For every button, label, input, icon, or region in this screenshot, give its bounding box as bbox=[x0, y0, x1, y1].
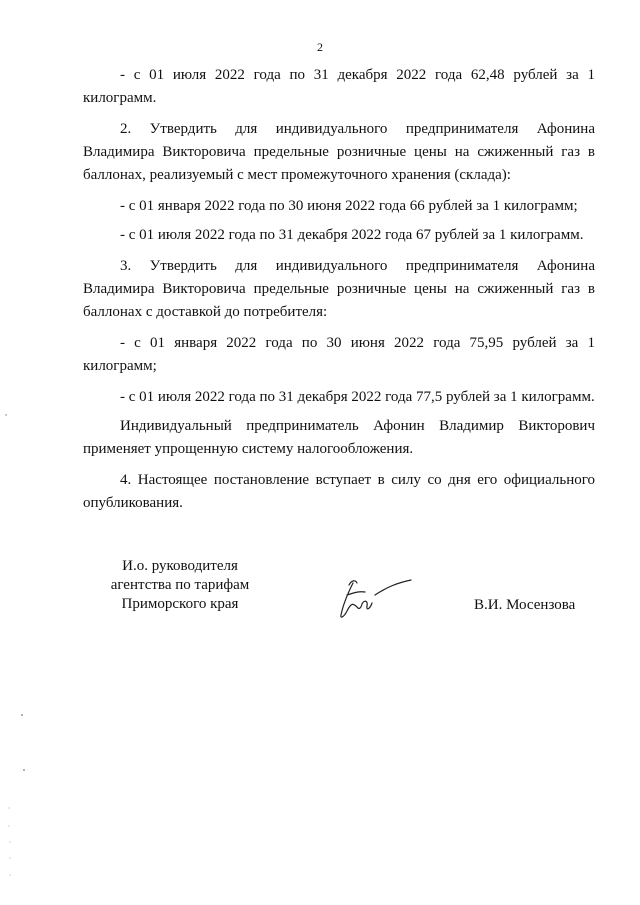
paragraph-item: - с 01 июля 2022 года по 31 декабря 2022 года 62,48 рублей за 1 килограмм. bbox=[83, 67, 595, 106]
signatory-title bbox=[95, 557, 265, 614]
document-body bbox=[83, 64, 595, 523]
scan-artifacts bbox=[0, 0, 30, 905]
page-number: 2 bbox=[317, 40, 323, 54]
signatory-title-line: Приморского края bbox=[121, 596, 239, 612]
signer-name: В.И. Мосензова bbox=[474, 597, 576, 613]
paragraph-item: - с 01 января 2022 года по 30 июня 2022 года 75,95 рублей за 1 килограмм; bbox=[83, 335, 595, 374]
handwritten-signature bbox=[335, 573, 415, 623]
paragraph-item: Индивидуальный предприниматель Афонин Владимир Викторович применяет упрощенную систему налогообложения. bbox=[83, 418, 595, 457]
paragraph-item: 2. Утвердить для индивидуального предпринимателя Афонина Владимира Викторовича предельные розничные цены на сжиженный газ в баллонах, реализуемый с мест промежуточного хранения (склада): bbox=[83, 121, 595, 183]
paragraph-item: 3. Утвердить для индивидуального предпринимателя Афонина Владимира Викторовича предельные розничные цены на сжиженный газ в баллонах с доставкой до потребителя: bbox=[83, 258, 595, 320]
paragraph-item: - с 01 июля 2022 года по 31 декабря 2022 года 77,5 рублей за 1 килограмм. bbox=[120, 389, 595, 405]
paragraph-item: 4. Настоящее постановление вступает в силу со дня его официального опубликования. bbox=[83, 472, 595, 511]
signatory-title-line: агентства по тарифам bbox=[110, 577, 250, 593]
paragraph-item: - с 01 января 2022 года по 30 июня 2022 года 66 рублей за 1 килограмм; bbox=[120, 198, 578, 214]
paragraph-item: - с 01 июля 2022 года по 31 декабря 2022 года 67 рублей за 1 килограмм. bbox=[120, 227, 584, 243]
signatory-title-line: И.о. руководителя bbox=[122, 558, 238, 574]
